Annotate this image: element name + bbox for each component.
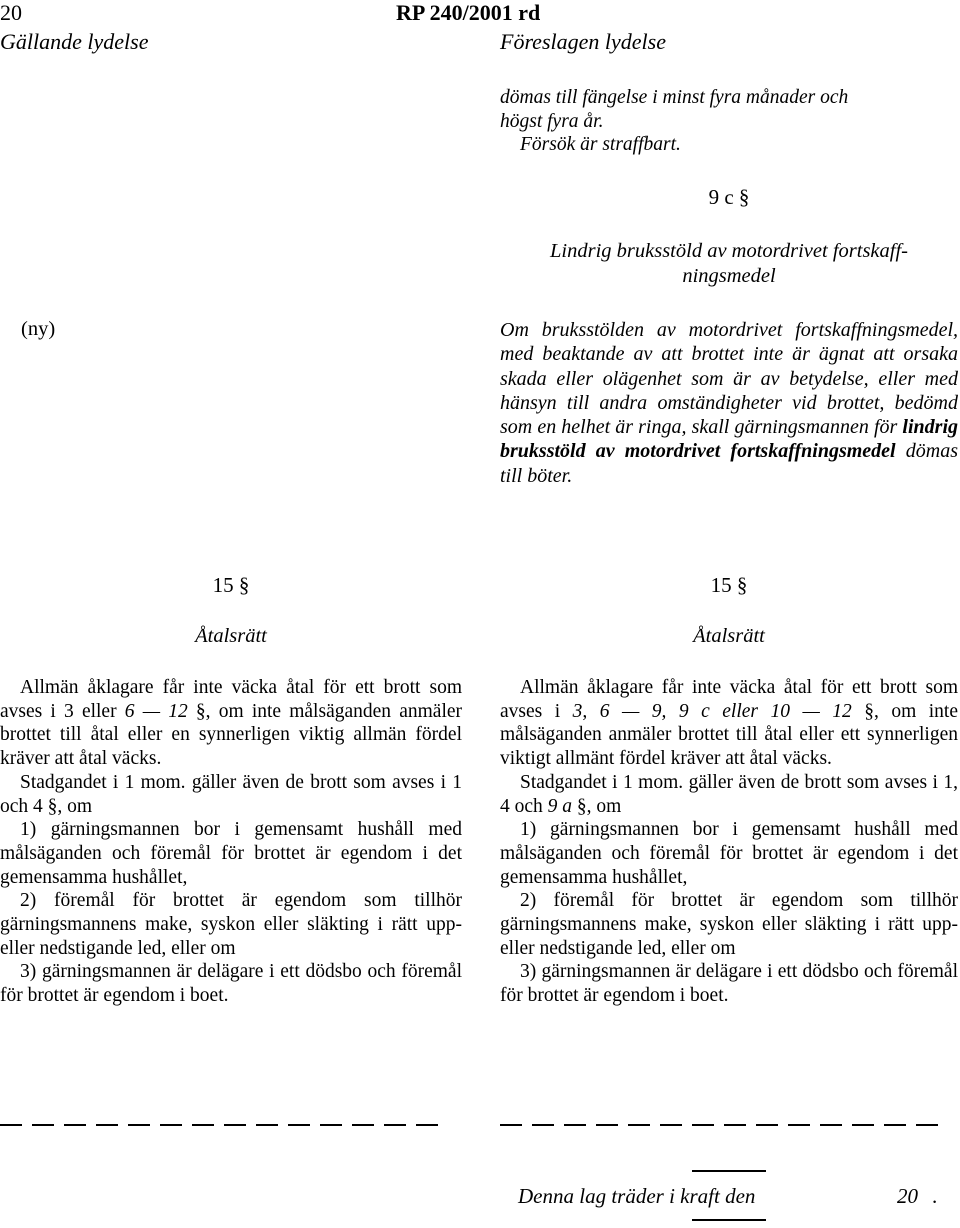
divider-dash — [320, 1124, 342, 1126]
new-section-marker: (ny) — [21, 318, 56, 340]
divider-dash — [0, 1124, 22, 1126]
divider-dash — [500, 1124, 522, 1126]
section-9c-offence-name: lindrig bruksstöld av motordrivet fortskaffningsmedel — [500, 416, 958, 463]
right-section-15-number: 15 § — [710, 573, 748, 597]
section-9c-number: 9 c § — [708, 185, 750, 209]
right-para-1-text-c: §, om inte målsäganden anmäler brottet till åtal eller ett synnerligen viktigt allmänt fördel kräver att åtal väcks. — [500, 700, 958, 770]
left-section-15-number: 15 § — [212, 573, 250, 597]
divider-dash — [128, 1124, 150, 1126]
divider-dash — [416, 1124, 438, 1126]
section-9c-text-a: Om bruksstölden av motordrivet fortskaffningsmedel, med beaktande av att brottet inte är ägnat att orsaka skada eller olägenhet som är av betydelse, eller med hänsyn till andra omständigheter vid brottet, bedömd som en helhet är ringa, skall gärningsmannen för — [500, 319, 958, 439]
section-9c-heading-line-1: Lindrig bruksstöld av motordrivet fortskaff- — [550, 240, 908, 262]
penalty-line-1: dömas till fängelse i minst fyra månader och — [500, 87, 849, 108]
divider-dash — [596, 1124, 618, 1126]
divider-dash — [160, 1124, 182, 1126]
section-9c-body — [500, 318, 958, 488]
right-para-4: 2) föremål för brottet är egendom som tillhör gärningsmannens make, syskon eller släkting i rätt upp- eller nedstigande led, eller om — [500, 890, 958, 959]
divider-dash — [32, 1124, 54, 1126]
document-reference: RP 240/2001 rd — [396, 0, 541, 25]
left-para-1-text-a: Allmän åklagare får inte väcka åtal för ett brott som avses i 3 eller — [0, 677, 462, 722]
right-para-2 — [500, 771, 958, 818]
right-para-1-sections: 3, 6 — 9, 9 c eller 10 — 12 — [572, 700, 852, 722]
right-section-15-heading: Åtalsrätt — [693, 625, 765, 647]
divider-dash — [532, 1124, 554, 1126]
section-9c-heading-line-2: ningsmedel — [682, 265, 776, 287]
left-section-15-heading: Åtalsrätt — [195, 625, 267, 647]
left-para-1 — [0, 676, 462, 771]
left-section-divider — [0, 1124, 450, 1126]
left-section-15-body — [0, 676, 462, 1008]
penalty-line-2: högst fyra år. — [500, 110, 604, 132]
right-para-5: 3) gärningsmannen är delägare i ett dödsbo och föremål för brottet är egendom i boet. — [500, 961, 958, 1007]
divider-dash — [692, 1124, 714, 1126]
divider-dash — [916, 1124, 938, 1126]
date-blank-top-rule — [692, 1170, 766, 1172]
divider-dash — [724, 1124, 746, 1126]
left-para-4: 2) föremål för brottet är egendom som tillhör gärningsmannens make, syskon eller släkting i rätt upp- eller nedstigande led, eller om — [0, 890, 462, 959]
page-number: 20 — [0, 0, 22, 25]
divider-dash — [660, 1124, 682, 1126]
section-9c-text-b: dömas till böter. — [500, 440, 958, 487]
section-9c-heading — [500, 239, 958, 289]
divider-dash — [820, 1124, 842, 1126]
divider-dash — [192, 1124, 214, 1126]
divider-dash — [256, 1124, 278, 1126]
left-para-5: 3) gärningsmannen är delägare i ett dödsbo och föremål för brottet är egendom i boet. — [0, 961, 462, 1007]
left-para-3: 1) gärningsmannen bor i gemensamt hushåll med målsäganden och föremål för brottet är egendom i det gemensamma hushållet, — [0, 819, 462, 888]
divider-dash — [884, 1124, 906, 1126]
divider-dash — [756, 1124, 778, 1126]
left-para-1-text-c: §, om inte målsäganden anmäler brottet till åtal eller en synnerligen viktig allmän fördel kräver att åtal väcks. — [0, 700, 463, 770]
right-section-15-body — [500, 676, 958, 1008]
entry-into-force-text: Denna lag träder i kraft den — [518, 1184, 756, 1208]
right-para-2-section: 9 a — [547, 795, 573, 817]
right-para-2-text-c: §, om — [572, 795, 622, 817]
date-blank-bottom-rule — [692, 1219, 766, 1221]
divider-dash — [384, 1124, 406, 1126]
divider-dash — [96, 1124, 118, 1126]
divider-dash — [288, 1124, 310, 1126]
divider-dash — [64, 1124, 86, 1126]
left-para-1-sections: 6 — 12 — [124, 700, 188, 722]
divider-dash — [628, 1124, 650, 1126]
left-para-2: Stadgandet i 1 mom. gäller även de brott som avses i 1 och 4 §, om — [0, 771, 462, 817]
divider-dash — [788, 1124, 810, 1126]
right-section-divider — [500, 1124, 950, 1126]
right-para-2-text-a: Stadgandet i 1 mom. gäller även de brott som avses i 1, 4 och — [500, 771, 958, 817]
entry-into-force-period: . — [932, 1184, 938, 1208]
previous-section-ending — [500, 86, 958, 157]
divider-dash — [852, 1124, 874, 1126]
divider-dash — [352, 1124, 374, 1126]
right-column-title: Föreslagen lydelse — [500, 29, 666, 54]
attempt-punishable-line: Försök är straffbart. — [520, 134, 681, 156]
right-para-1 — [500, 676, 958, 771]
entry-into-force-year: 20 — [897, 1184, 918, 1208]
left-column-title: Gällande lydelse — [0, 29, 149, 54]
right-para-3: 1) gärningsmannen bor i gemensamt hushåll med målsäganden och föremål för brottet är egendom i det gemensamma hushållet, — [500, 819, 958, 888]
divider-dash — [564, 1124, 586, 1126]
divider-dash — [224, 1124, 246, 1126]
right-para-1-text-a: Allmän åklagare får inte väcka åtal för ett brott som avses i — [500, 677, 958, 722]
